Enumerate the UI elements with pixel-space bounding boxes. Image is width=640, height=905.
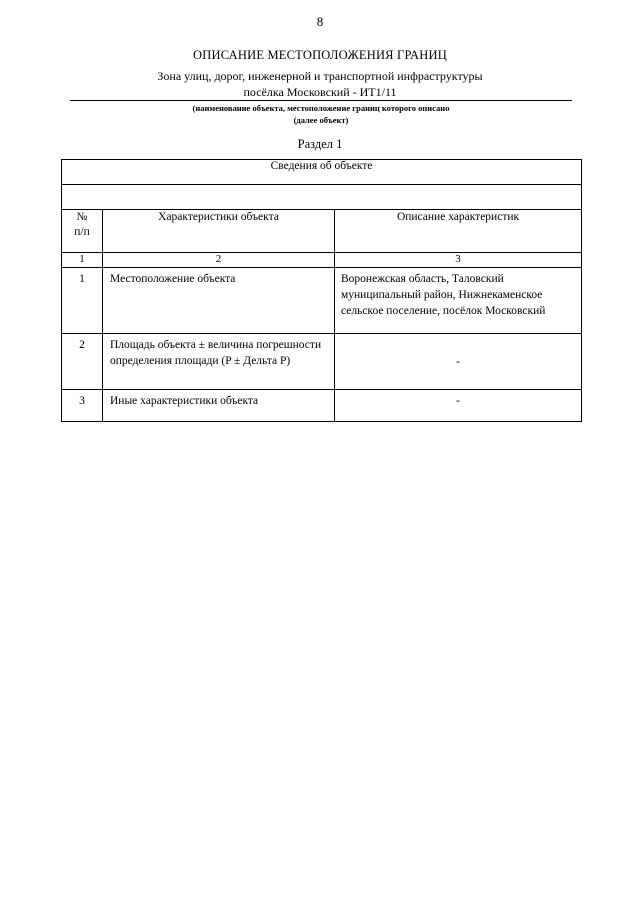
column-header-number: № п/п <box>62 210 103 253</box>
column-index-3: 3 <box>335 253 582 268</box>
object-name-line-1: Зона улиц, дорог, инженерной и транспортной инфраструктуры <box>157 69 483 83</box>
table-title: Сведения об объекте <box>62 160 582 185</box>
table-title-row <box>62 160 582 185</box>
row-description: - <box>335 390 582 422</box>
object-name-caption <box>70 102 572 126</box>
row-number: 2 <box>62 334 103 390</box>
table-row <box>62 268 582 334</box>
column-header-description: Описание характеристик <box>335 210 582 253</box>
column-index-2: 2 <box>103 253 335 268</box>
table-row <box>62 390 582 422</box>
table-blank-row <box>62 185 582 210</box>
caption-line-1: (наименование объекта, местоположение границ которого описано <box>192 103 450 113</box>
page-number: 8 <box>316 14 324 29</box>
row-characteristic: Площадь объекта ± величина погрешности определения площади (P ± Дельта P) <box>103 334 335 390</box>
row-characteristic: Местоположение объекта <box>103 268 335 334</box>
row-characteristic: Иные характеристики объекта <box>103 390 335 422</box>
object-name <box>70 68 570 100</box>
section-label: Раздел 1 <box>297 137 343 151</box>
object-info-table <box>61 159 582 422</box>
object-name-underline <box>70 100 572 101</box>
row-description: - <box>335 334 582 390</box>
table-row <box>62 334 582 390</box>
document-title: ОПИСАНИЕ МЕСТОПОЛОЖЕНИЯ ГРАНИЦ <box>193 48 447 62</box>
table-column-header-row <box>62 210 582 253</box>
table-column-index-row <box>62 253 582 268</box>
column-header-characteristic: Характеристики объекта <box>103 210 335 253</box>
caption-line-2: (далее объект) <box>293 115 349 125</box>
table-blank-cell <box>62 185 582 210</box>
row-description: Воронежская область, Таловский муниципальный район, Нижнекаменское сельское поселение, посёлок Московский <box>335 268 582 334</box>
column-index-1: 1 <box>62 253 103 268</box>
row-number: 3 <box>62 390 103 422</box>
object-name-line-2: посёлка Московский - ИТ1/11 <box>243 85 397 99</box>
row-number: 1 <box>62 268 103 334</box>
